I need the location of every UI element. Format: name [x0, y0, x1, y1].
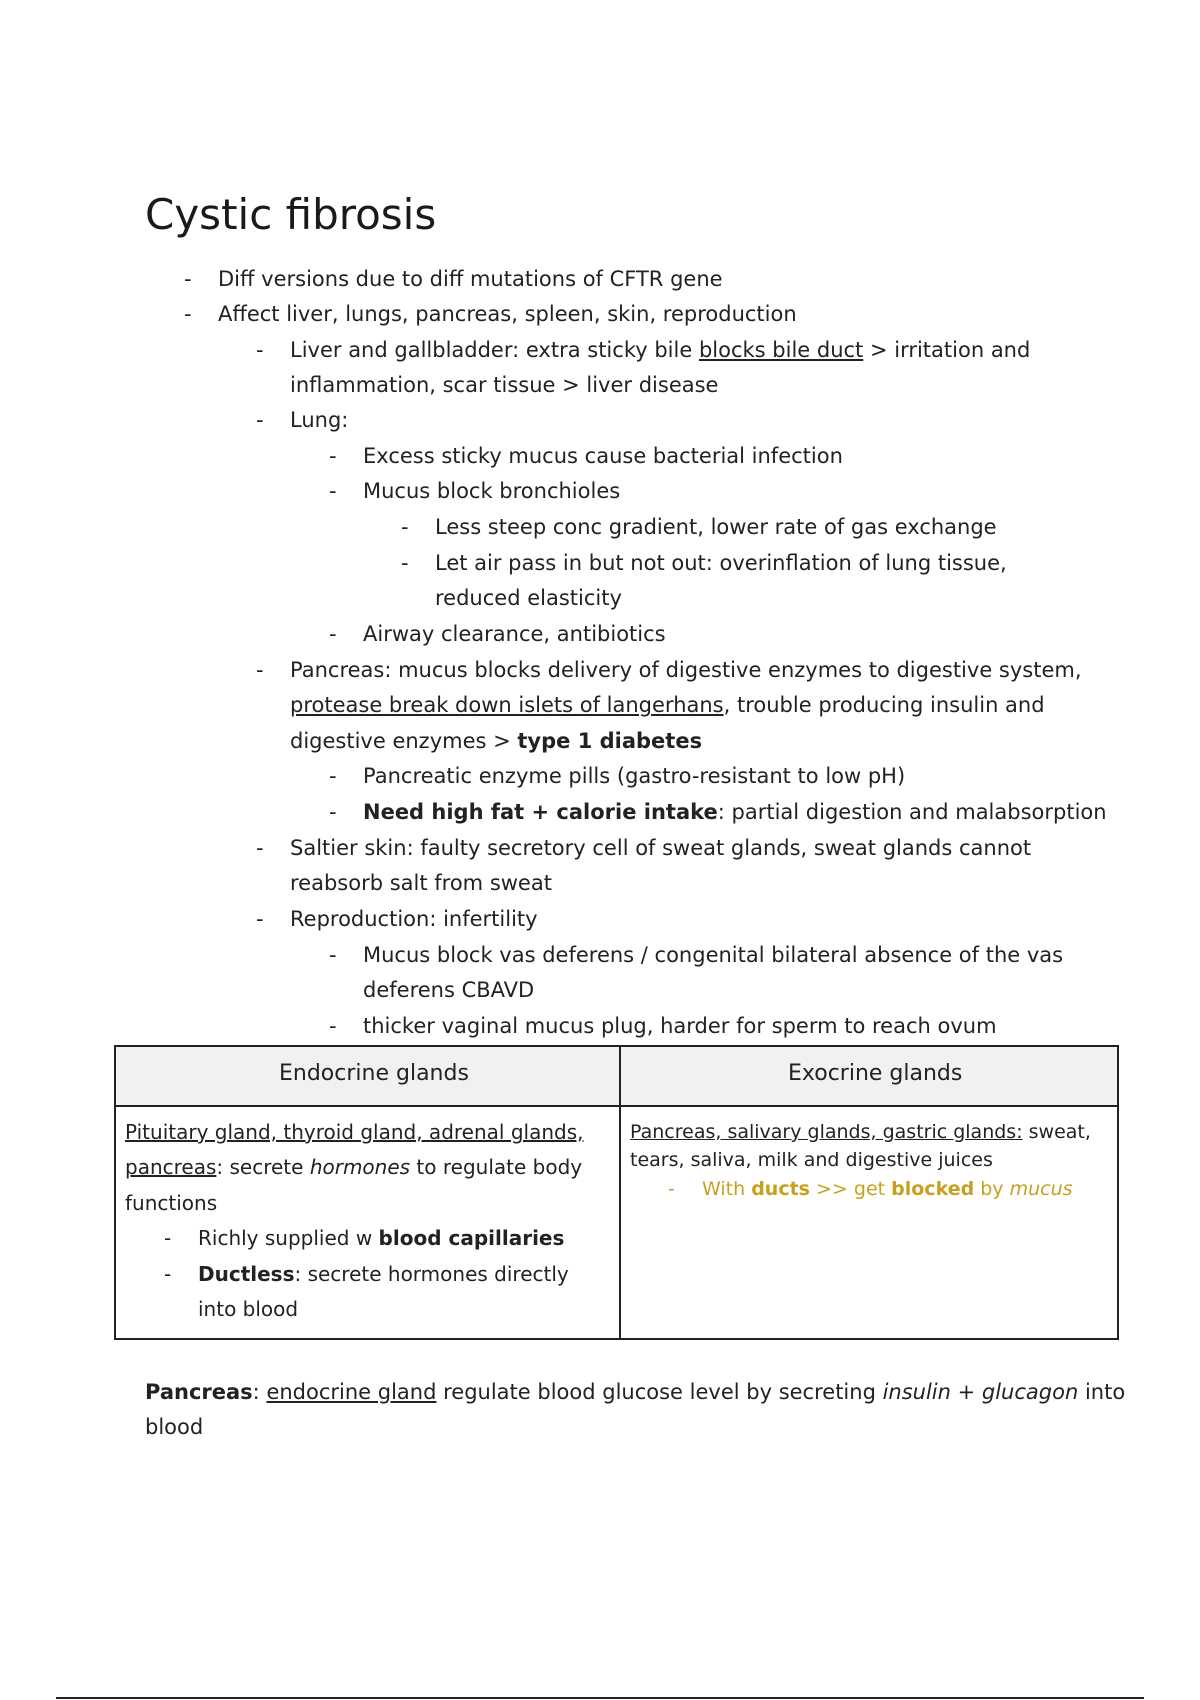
list-item-continuation: deferens CBAVD	[363, 978, 535, 1002]
list-item-continuation: reduced elasticity	[435, 586, 622, 610]
list-item-pancreas: - Pancreas: mucus blocks delivery of digestive enzymes to digestive system,	[290, 653, 1082, 688]
bullet-dash: -	[329, 622, 337, 646]
bullet-dash: -	[256, 907, 264, 931]
bullet-dash: -	[401, 551, 409, 575]
bullet-dash: -	[668, 1178, 675, 1200]
bullet-dash: -	[256, 408, 264, 432]
summary-paragraph: Pancreas: endocrine gland regulate blood glucose level by secreting insulin + glucagon into	[145, 1380, 1126, 1404]
list-item: - Diff versions due to diff mutations of CFTR gene	[218, 262, 723, 297]
list-item-reproduction: - Reproduction: infertility	[290, 902, 538, 937]
bullet-dash: -	[329, 1014, 337, 1038]
bullet-dash: -	[329, 479, 337, 503]
list-item-continuation: digestive enzymes > type 1 diabetes	[290, 729, 703, 753]
list-item: - thicker vaginal mucus plug, harder for sperm to reach ovum	[363, 1009, 997, 1044]
page-divider	[56, 1697, 1144, 1699]
bullet-dash: -	[329, 764, 337, 788]
list-item: - Let air pass in but not out: overinflation of lung tissue,	[435, 546, 1007, 581]
header-exocrine-glands: Exocrine glands	[788, 1061, 963, 1086]
list-item: - Pancreatic enzyme pills (gastro-resistant to low pH)	[363, 759, 905, 794]
bullet-dash: -	[184, 302, 192, 326]
list-item-skin: - Saltier skin: faulty secretory cell of sweat glands, sweat glands cannot	[290, 831, 1031, 866]
page-title: Cystic fibrosis	[145, 190, 437, 239]
list-item: - Need high fat + calorie intake: partial digestion and malabsorption	[363, 795, 1107, 830]
bullet-dash: -	[329, 800, 337, 824]
bullet-dash: -	[256, 658, 264, 682]
list-item: - Airway clearance, antibiotics	[363, 617, 666, 652]
list-item-continuation: protease break down islets of langerhans, trouble producing insulin and	[290, 693, 1045, 717]
bullet-dash: -	[256, 836, 264, 860]
endocrine-bullet: - Richly supplied w blood capillaries	[198, 1221, 564, 1256]
exocrine-bullet: - With ducts >> get blocked by mucus	[702, 1172, 1073, 1207]
table-header-row	[116, 1047, 1117, 1107]
list-item: - Less steep conc gradient, lower rate of gas exchange	[435, 510, 997, 545]
endocrine-bullet-continuation: into blood	[198, 1297, 299, 1321]
list-item: - Mucus block bronchioles	[363, 474, 620, 509]
bullet-dash: -	[184, 267, 192, 291]
exocrine-cell-line: tears, saliva, milk and digestive juices	[630, 1149, 993, 1171]
bullet-dash: -	[329, 444, 337, 468]
list-item: - Mucus block vas deferens / congenital bilateral absence of the vas	[363, 938, 1063, 973]
endocrine-cell-line: functions	[125, 1191, 218, 1215]
summary-paragraph-continuation: blood	[145, 1415, 204, 1439]
bullet-dash: -	[164, 1226, 172, 1250]
exocrine-cell-line: Pancreas, salivary glands, gastric glands: sweat,	[630, 1121, 1091, 1143]
list-item-lung: - Lung:	[290, 403, 348, 438]
glands-table	[114, 1045, 1119, 1340]
bullet-dash: -	[164, 1262, 172, 1286]
endocrine-cell-line: Pituitary gland, thyroid gland, adrenal glands,	[125, 1120, 584, 1144]
list-item-continuation: inflammation, scar tissue > liver disease	[290, 373, 719, 397]
table-column-divider	[619, 1047, 621, 1338]
list-item-continuation: reabsorb salt from sweat	[290, 871, 552, 895]
endocrine-bullet: - Ductless: secrete hormones directly	[198, 1257, 569, 1292]
endocrine-cell-line: pancreas: secrete hormones to regulate body	[125, 1155, 583, 1179]
bullet-dash: -	[401, 515, 409, 539]
list-item-liver: - Liver and gallbladder: extra sticky bile blocks bile duct > irritation and	[290, 333, 1030, 368]
bullet-dash: -	[256, 338, 264, 362]
bullet-dash: -	[329, 943, 337, 967]
list-item: - Affect liver, lungs, pancreas, spleen, skin, reproduction	[218, 297, 797, 332]
header-endocrine-glands: Endocrine glands	[279, 1061, 469, 1086]
list-item: - Excess sticky mucus cause bacterial infection	[363, 439, 843, 474]
